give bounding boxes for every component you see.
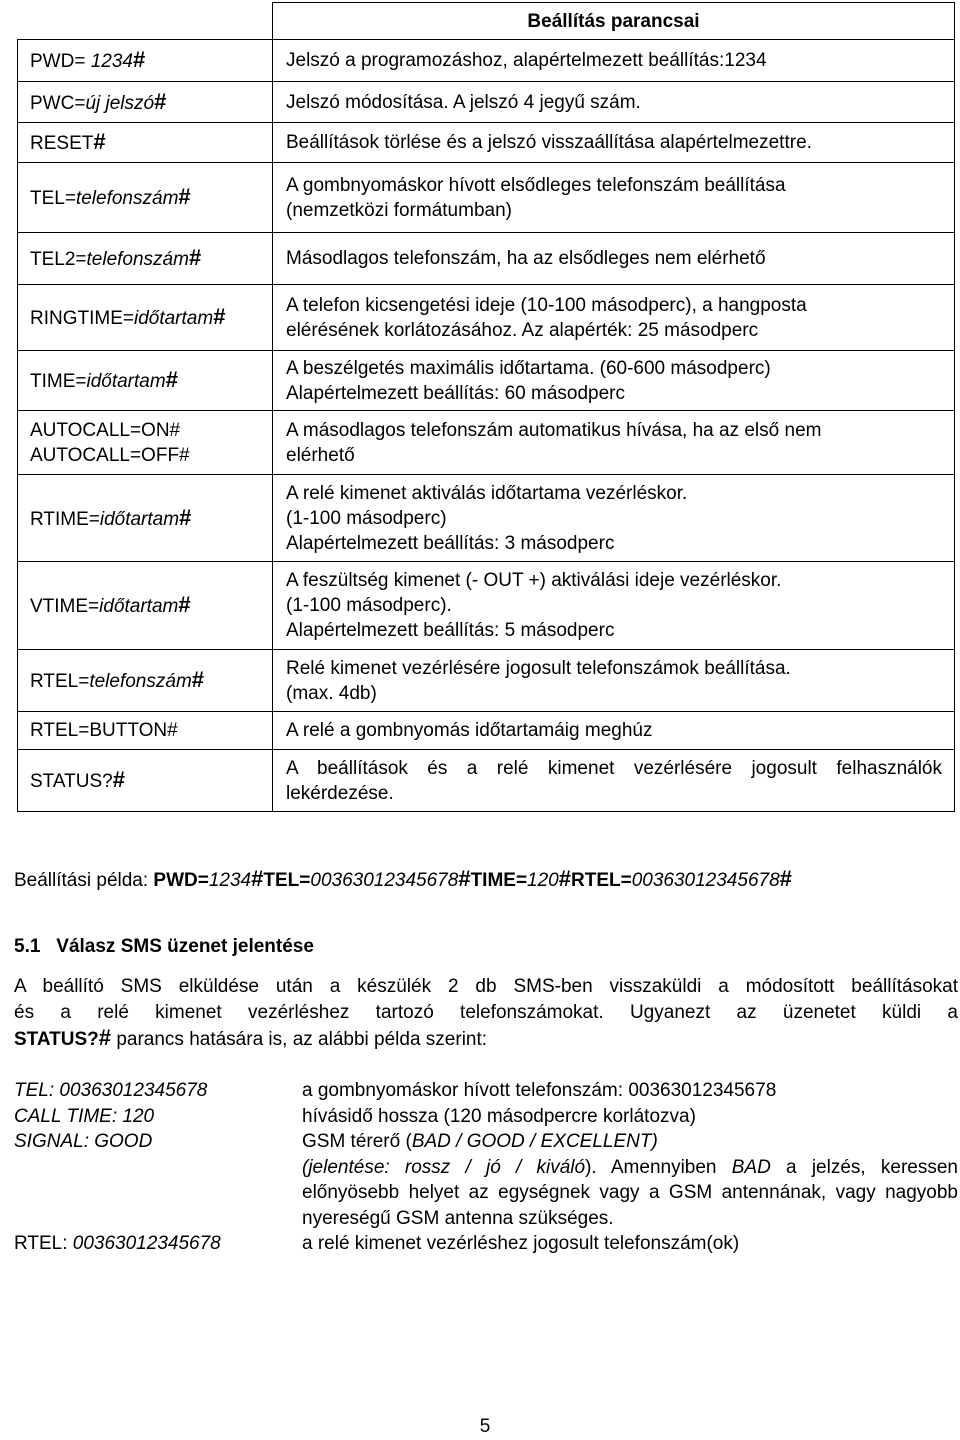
table-row: VTIME=időtartam# A feszültség kimenet (- OUT +) aktiválási ideje vezérléskor. (1-100 másodperc). Alapértelmezett beállítás: 5 másodperc [18,562,955,650]
command-table [17,2,955,812]
table-row: PWC=új jelszó# Jelszó módosítása. A jelszó 4 jegyű szám. [18,82,955,123]
list-item: RTEL: 00363012345678 a relé kimenet vezérléshez jogosult telefonszám(ok) [14,1233,740,1254]
table-row: TIME=időtartam# A beszélgetés maximális időtartama. (60-600 másodperc) Alapértelmezett beállítás: 60 másodperc [18,351,955,411]
list-item: (jelentése: rossz / jó / kiváló). Amennyiben BAD a jelzés, keressen előnyösebb helyet az egységnek vagy a GSM antennának, vagy nagyobb nyereségű GSM antenna szükséges. [302,1156,958,1229]
table-row: STATUS?# A beállítások és a relé kimenet vezérlésére jogosult felhasználók lekérdezése. [18,750,955,812]
list-item: SIGNAL: GOOD GSM térerő (BAD / GOOD / EXCELLENT) [14,1131,658,1152]
section-paragraph: A beállító SMS elküldése után a készülék 2 db SMS-ben visszaküldi a módosított beállításokat és a relé kimenet vezérléshez tartozó telefonszámokat. Ugyanezt az üzenetet küldi a STATUS?# parancs hatására is, az alábbi példa szerint: [14,976,958,1050]
table-row: RINGTIME=időtartam# A telefon kicsengetési ideje (10-100 másodperc), a hangposta elérésének korlátozásához. Az alapérték: 25 másodperc [18,285,955,351]
list-item: CALL TIME: 120 hívásidő hossza (120 másodpercre korlátozva) [14,1105,696,1127]
table-row: TEL2=telefonszám# Másodlagos telefonszám, ha az elsődleges nem elérhető [18,233,955,285]
table-row: TEL=telefonszám# A gombnyomáskor hívott elsődleges telefonszám beállítása (nemzetközi formátumban) [18,163,955,233]
table-row: RTEL=BUTTON# A relé a gombnyomás időtartamáig meghúz [18,712,955,750]
table-row: RTEL=telefonszám# Relé kimenet vezérlésére jogosult telefonszámok beállítása. (max. 4db) [18,650,955,712]
table-row: RESET# Beállítások törlése és a jelszó visszaállítása alapértelmezettre. [18,123,955,163]
settings-example: Beállítási példa: PWD=1234#TEL=00363012345678#TIME=120#RTEL=00363012345678# [14,866,792,891]
table-row: RTIME=időtartam# A relé kimenet aktiválás időtartama vezérléskor. (1-100 másodperc) Alapértelmezett beállítás: 3 másodperc [18,475,955,562]
page-number: 5 [479,1416,491,1437]
section-heading: 5.1 Válasz SMS üzenet jelentése [14,936,314,957]
table-row: AUTOCALL=ON# AUTOCALL=OFF# A másodlagos telefonszám automatikus hívása, ha az első nem elérhető [18,411,955,475]
table-row: PWD= 1234# Jelszó a programozáshoz, alapértelmezett beállítás:1234 [18,40,955,82]
table-header: Beállítás parancsai [273,3,955,40]
list-item: TEL: 00363012345678 a gombnyomáskor hívott telefonszám: 00363012345678 [14,1080,777,1101]
status-example [14,1078,958,1257]
